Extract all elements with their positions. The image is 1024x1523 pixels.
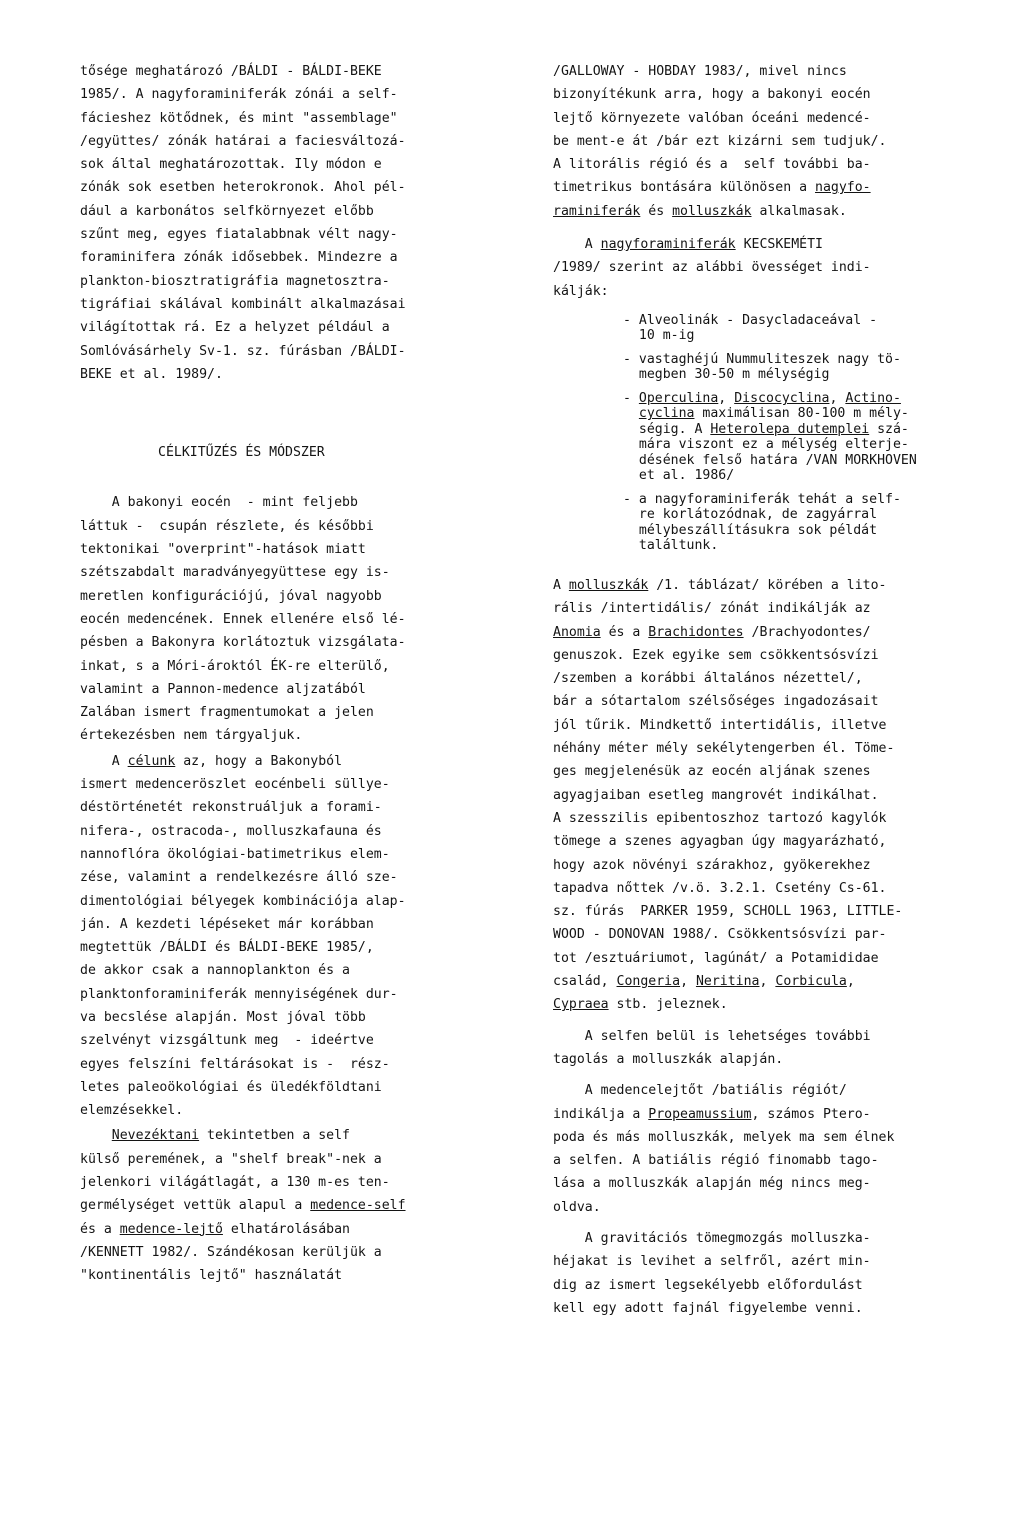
text-line: külső peremének, a "shelf break"-nek a xyxy=(80,1151,382,1167)
text-line: zónák sok esetben heterokronok. Ahol pél- xyxy=(80,180,406,196)
left-paragraph-4 xyxy=(80,1124,510,1287)
list-item-line: et al. 1986/ xyxy=(623,468,735,484)
right-paragraph-3 xyxy=(553,574,993,1017)
text-line: A litorális régió és a self további ba- xyxy=(553,157,871,173)
underlined-term: Anomia xyxy=(553,624,601,640)
text-line: Nevezéktani tekintetben a self xyxy=(111,1128,350,1144)
text-line: megtettük /BÁLDI és BÁLDI-BEKE 1985/, xyxy=(80,940,374,956)
text-line: indikálja a Propeamussium, számos Ptero- xyxy=(553,1106,871,1122)
text-line: rális /intertidális/ zónát indikálják az xyxy=(553,601,871,617)
text-line: tősége meghatározó /BÁLDI - BÁLDI-BEKE xyxy=(80,64,382,79)
list-item-line: mára viszont ez a mélység elterje- xyxy=(623,437,909,453)
text-line: letes paleoökológiai és üledékföldtani xyxy=(80,1079,382,1095)
text-line: germélységet vettük alapul a medence-self xyxy=(80,1198,406,1214)
underlined-term: célunk xyxy=(127,753,176,769)
underlined-term: Discocyclina xyxy=(734,390,830,406)
text-line: foraminifera zónák idősebbek. Mindezre a xyxy=(80,250,398,266)
text-line: sz. fúrás PARKER 1959, SCHOLL 1963, LITTLE- xyxy=(553,904,903,920)
text-line: tömege a szenes agyagban úgy magyarázható, xyxy=(553,834,887,850)
text-line: A molluszkák /1. táblázat/ körében a lito- xyxy=(553,577,887,593)
underlined-term: nagyforaminiferák xyxy=(600,237,736,253)
text-line: jól tűrik. Mindkettő intertidális, illetve xyxy=(553,717,887,733)
text-line: ján. A kezdeti lépéseket már korábban xyxy=(80,916,374,932)
text-line: /GALLOWAY - HOBDAY 1983/, mivel nincs xyxy=(553,64,847,79)
text-line: meretlen konfigurációjú, jóval nagyobb xyxy=(80,588,382,604)
text-line: raminiferák és molluszkák alkalmasak. xyxy=(553,203,847,219)
underlined-term: Brachidontes xyxy=(648,624,744,640)
text-line: dimentológiai bélyegek kombinációja alap- xyxy=(80,893,406,909)
text-line: lejtő környezete valóban óceáni medencé- xyxy=(553,110,871,126)
text-line: tot /esztuáriumot, lagúnát/ a Potamididae xyxy=(553,950,879,966)
text-line: va becslése alapján. Most jóval több xyxy=(80,1009,366,1025)
list-item xyxy=(553,313,993,344)
indicator-list xyxy=(553,313,993,554)
text-line: család, Congeria, Neritina, Corbicula, xyxy=(553,974,855,990)
text-line: A bakonyi eocén - mint feljebb xyxy=(80,495,358,511)
list-item-line: - Alveolinák - Dasycladaceával - xyxy=(623,312,878,328)
text-line: 1985/. A nagyforaminiferák zónái a self- xyxy=(80,87,398,103)
list-item-line: 10 m-ig xyxy=(623,328,695,344)
text-line: inkat, s a Móri-ároktól ÉK-re elterülő, xyxy=(80,658,390,674)
underlined-term: molluszkák xyxy=(672,203,752,219)
text-line: pésben a Bakonyra korlátoztuk vizsgálata- xyxy=(80,635,406,651)
text-line: Cypraea stb. jeleznek. xyxy=(553,997,728,1013)
text-line: szétszabdalt maradványegyüttese egy is- xyxy=(80,565,390,581)
underlined-term: Operculina xyxy=(638,390,719,406)
text-line: tektonikai "overprint"-hatások miatt xyxy=(80,542,366,558)
list-item-line: megben 30-50 m mélységig xyxy=(623,367,830,383)
underlined-term: Congeria xyxy=(616,974,681,990)
list-item xyxy=(553,492,993,554)
text-line: be ment-e át /bár ezt kizárni sem tudjuk/. xyxy=(553,133,887,149)
text-line: A nagyforaminiferák KECSKEMÉTI xyxy=(553,237,823,253)
text-line: világítottak rá. Ez a helyzet például a xyxy=(80,320,390,336)
left-paragraph-3 xyxy=(80,750,510,1123)
right-paragraph-4 xyxy=(553,1025,993,1072)
text-line: valamint a Pannon-medence aljzatából xyxy=(80,681,366,697)
text-line: szelvényt vizsgáltunk meg - ideértve xyxy=(80,1033,374,1049)
text-line: eocén medencének. Ennek ellenére első lé- xyxy=(80,611,406,627)
text-line: ismert medenceröszlet eocénbeli süllye- xyxy=(80,777,390,793)
text-line: poda és más molluszkák, melyek ma sem élnek xyxy=(553,1129,895,1145)
text-line: tigráfiai skálával kombinált alkalmazásai xyxy=(80,296,406,312)
list-item-line: - vastaghéjú Nummuliteszek nagy tö- xyxy=(623,351,901,367)
text-line: dig az ismert legsekélyebb előfordulást xyxy=(553,1277,863,1293)
underlined-term: Heterolepa dutemplei xyxy=(710,421,870,437)
list-item-line: cyclina maximálisan 80-100 m mély- xyxy=(638,406,909,422)
right-column xyxy=(553,60,993,1320)
text-line: WOOD - DONOVAN 1988/. Csökkentsósvízi par- xyxy=(553,927,887,943)
underlined-term: medence-self xyxy=(310,1198,406,1214)
text-line: ges megjelenésük az eocén aljának szenes xyxy=(553,764,871,780)
text-line: héjakat is levihet a selfről, azért min- xyxy=(553,1254,871,1270)
text-line: /1989/ szerint az alábbi övességet indi- xyxy=(553,260,871,276)
text-line: A selfen belül is lehetséges további xyxy=(553,1028,871,1044)
right-paragraph-2 xyxy=(553,233,993,303)
text-line: tapadva nőttek /v.ö. 3.2.1. Csetény Cs-61. xyxy=(553,880,887,896)
text-line: bár a sótartalom szélsőséges ingadozásait xyxy=(553,694,879,710)
text-line: lása a molluszkák alapján még nincs meg- xyxy=(553,1176,871,1192)
text-line: Zalában ismert fragmentumokat a jelen xyxy=(80,705,374,721)
text-line: tagolás a molluszkák alapján. xyxy=(553,1051,784,1067)
text-line: Anomia és a Brachidontes /Brachyodontes/ xyxy=(553,624,871,640)
text-line: és a medence-lejtő elhatárolásában xyxy=(80,1221,350,1237)
text-line: kálják: xyxy=(553,283,609,299)
list-item-line: désének felső határa /VAN MORKHOVEN xyxy=(623,452,917,468)
text-line: /együttes/ zónák határai a faciesváltozá- xyxy=(80,133,406,149)
text-line: bizonyítékunk arra, hogy a bakonyi eocén xyxy=(553,87,871,103)
text-line: A gravitációs tömegmozgás molluszka- xyxy=(553,1230,871,1246)
list-item xyxy=(553,352,993,383)
underlined-term: medence-lejtő xyxy=(119,1221,223,1237)
text-line: sok által meghatározottak. Ily módon e xyxy=(80,157,382,173)
underlined-term: raminiferák xyxy=(553,203,641,219)
text-line: A szesszilis epibentoszhoz tartozó kagylók xyxy=(553,810,887,826)
text-line: nannoflóra ökológiai-batimetrikus elem- xyxy=(80,846,390,862)
list-item-line: - Operculina, Discocyclina, Actino- xyxy=(623,390,901,406)
list-item xyxy=(553,391,993,484)
right-paragraph-5 xyxy=(553,1079,993,1219)
text-line: Somlóvásárhely Sv-1. sz. fúrásban /BÁLDI- xyxy=(80,343,406,359)
underlined-term: molluszkák xyxy=(568,577,649,593)
text-line: egyes felszíni feltárásokat is - rész- xyxy=(80,1056,390,1072)
left-paragraph-1 xyxy=(80,60,510,386)
list-item-line: re korlátozódnak, de zagyárral xyxy=(623,507,878,523)
text-line: genuszok. Ezek egyike sem csökkentsósvízi xyxy=(553,647,879,663)
underlined-term: Corbicula xyxy=(775,974,847,990)
text-line: oldva. xyxy=(553,1199,601,1215)
text-line: értekezésben nem tárgyaljuk. xyxy=(80,728,303,744)
underlined-term: Neritina xyxy=(695,974,760,990)
text-line: szűnt meg, egyes fiatalabbnak vélt nagy- xyxy=(80,227,398,243)
text-line: BEKE et al. 1989/. xyxy=(80,366,223,382)
list-item-line: mélybeszállításukra sok példát xyxy=(623,522,878,538)
right-paragraph-6 xyxy=(553,1227,993,1320)
text-line: nifera-, ostracoda-, molluszkafauna és xyxy=(80,823,382,839)
underlined-term: cyclina xyxy=(638,406,695,422)
left-column xyxy=(80,60,510,1288)
underlined-term: Propeamussium xyxy=(648,1106,752,1122)
text-line: a selfen. A batiális régió finomabb tago- xyxy=(553,1153,879,1169)
text-line: A medencelejtőt /batiális régiót/ xyxy=(553,1083,847,1099)
text-line: /KENNETT 1982/. Szándékosan kerüljük a xyxy=(80,1244,382,1260)
underlined-term: Cypraea xyxy=(553,997,609,1013)
text-line: A célunk az, hogy a Bakonyból xyxy=(80,753,343,769)
text-line: zése, valamint a rendelkezésre álló sze- xyxy=(80,870,398,886)
section-heading: CÉLKITŰZÉS ÉS MÓDSZER xyxy=(158,445,325,461)
text-line: hogy azok növényi szárakhoz, gyökerekhez xyxy=(553,857,871,873)
text-line: kell egy adott fajnál figyelembe venni. xyxy=(553,1300,863,1316)
text-line: néhány méter mély sekélytengerben él. Töme- xyxy=(553,741,895,757)
right-paragraph-1 xyxy=(553,60,993,223)
text-line: de akkor csak a nannoplankton és a xyxy=(80,963,350,979)
text-line: dául a karbonátos selfkörnyezet előbb xyxy=(80,203,374,219)
list-item-line: - a nagyforaminiferák tehát a self- xyxy=(623,491,901,507)
list-item-line: ségig. A Heterolepa dutemplei szá- xyxy=(623,421,909,437)
text-line: jelenkori világátlagát, a 130 m-es ten- xyxy=(80,1175,390,1191)
text-line: agyagjaiban esetleg mangrovét indikálhat. xyxy=(553,787,879,803)
text-line: "kontinentális lejtő" használatát xyxy=(80,1268,343,1284)
underlined-term: Actino- xyxy=(845,390,901,406)
text-line: déstörténetét rekonstruáljuk a forami- xyxy=(80,800,382,816)
text-line: plankton-biosztratigráfia magnetosztra- xyxy=(80,273,390,289)
text-line: planktonforaminiferák mennyiségének dur- xyxy=(80,986,398,1002)
text-line: timetrikus bontására különösen a nagyfo- xyxy=(553,180,871,196)
text-line: fácieshez kötődnek, és mint "assemblage" xyxy=(80,110,398,126)
left-paragraph-2 xyxy=(80,491,510,747)
underlined-term: Nevezéktani xyxy=(111,1128,200,1144)
list-item-line: találtunk. xyxy=(623,538,719,554)
text-line: /szemben a korábbi általános nézettel/, xyxy=(553,671,863,687)
text-line: elemzésekkel. xyxy=(80,1103,184,1119)
underlined-term: nagyfo- xyxy=(815,180,871,196)
text-line: láttuk - csupán részlete, és későbbi xyxy=(80,518,374,534)
